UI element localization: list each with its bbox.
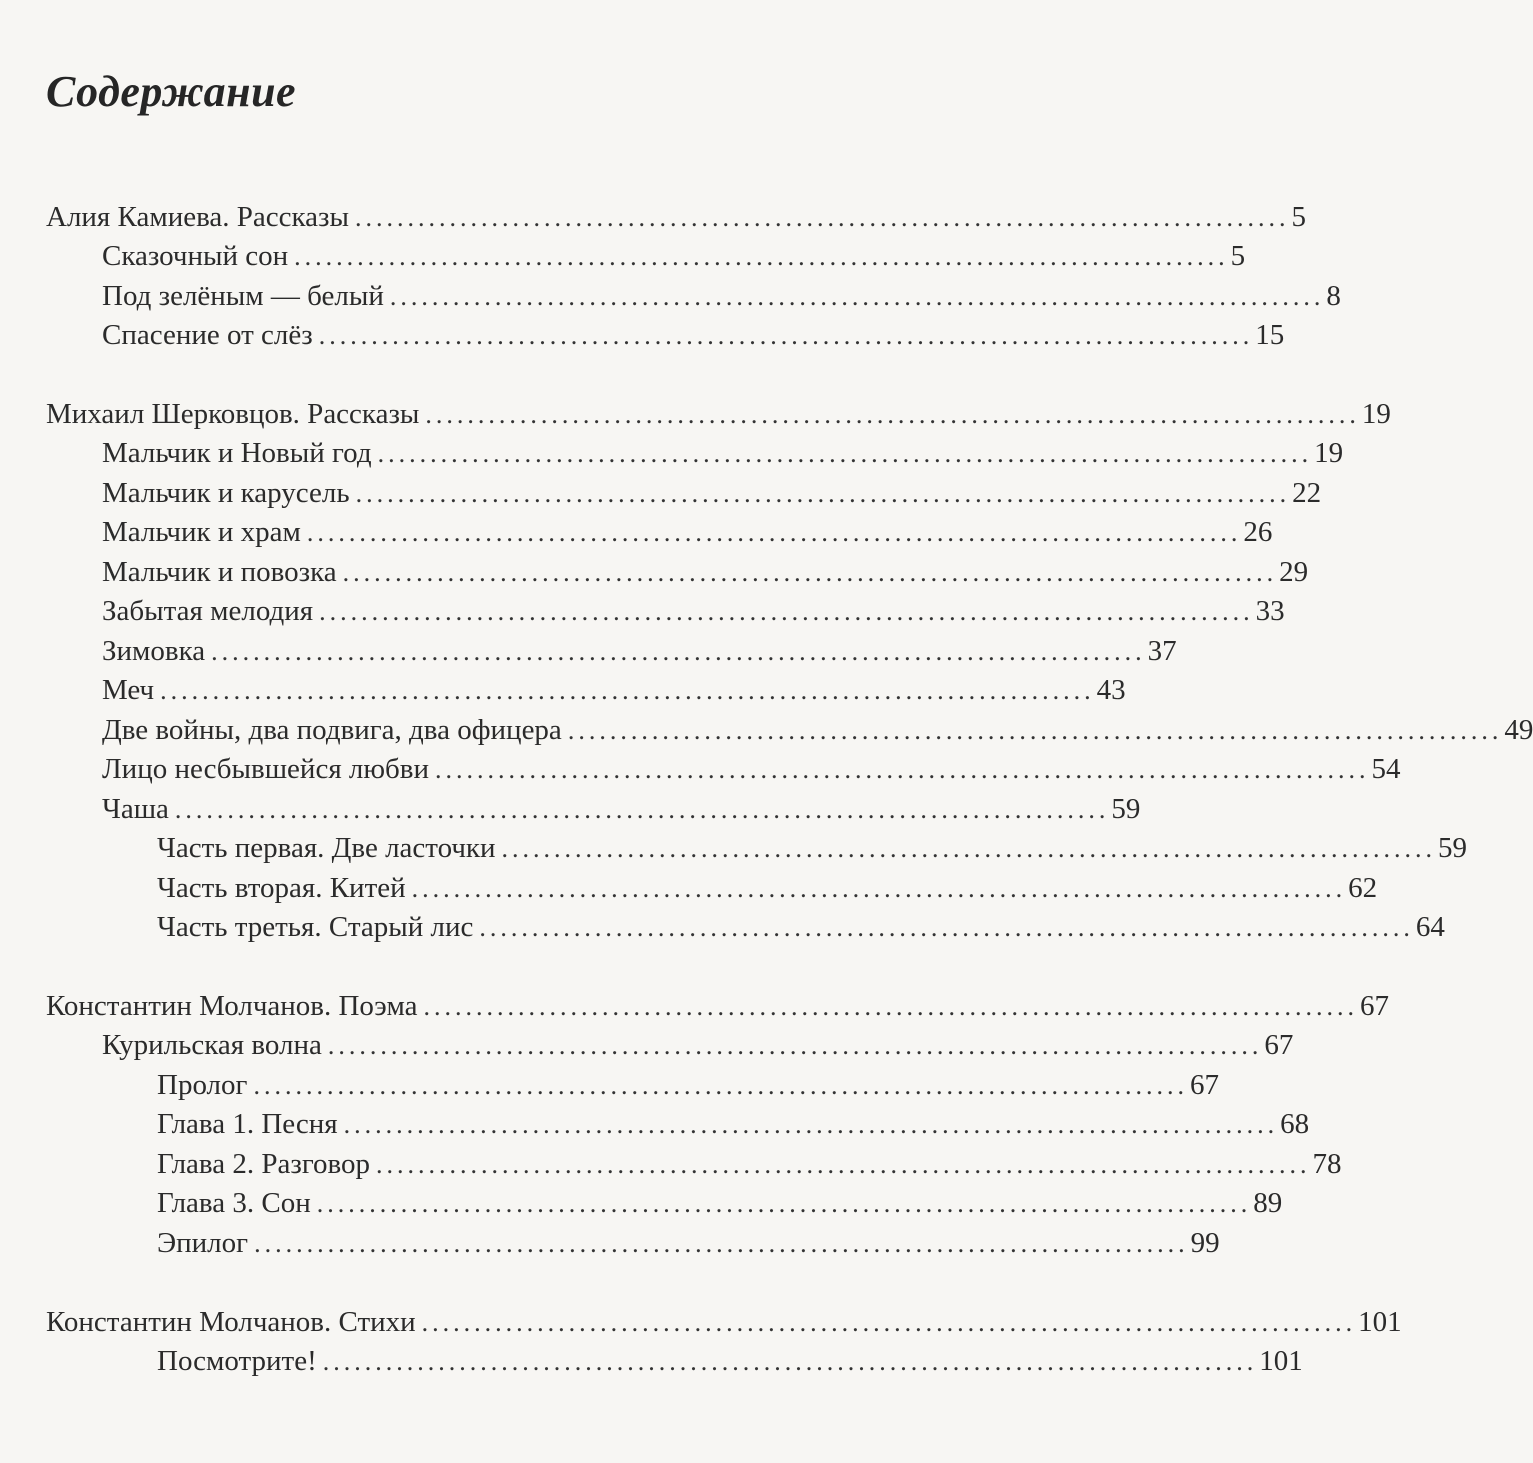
page-title: Содержание [46, 67, 297, 116]
leader-dots: ......................................................................................... [174, 795, 1110, 824]
toc-entry [157, 909, 1445, 946]
leader-dots: ......................................................................................... [355, 479, 1291, 508]
leader-dots: ......................................................................................... [343, 1110, 1279, 1139]
leader-dots: ......................................................................................... [316, 1189, 1252, 1218]
toc-entry-page: 54 [1371, 753, 1401, 785]
toc-entry-page: 8 [1326, 280, 1341, 312]
toc-entry-page: 19 [1314, 437, 1344, 469]
leader-dots: ......................................................................................... [211, 637, 1146, 666]
toc-entry-title: Две войны, два подвига, два офицера [102, 714, 562, 746]
toc-entry [46, 199, 1306, 236]
leader-dots: ......................................................................................... [306, 518, 1242, 547]
toc-entry-page: 101 [1358, 1306, 1402, 1338]
leader-dots: ......................................................................................... [160, 676, 1095, 705]
toc-entry [46, 988, 1390, 1025]
toc-entry [157, 1146, 1342, 1183]
leader-dots: ......................................................................................... [355, 203, 1290, 232]
toc-entry-page: 33 [1255, 595, 1285, 627]
toc-entry-title: Глава 2. Разговор [157, 1148, 370, 1180]
toc-entry [102, 475, 1322, 512]
toc-entry-title: Мальчик и повозка [102, 556, 337, 588]
toc-entry [102, 514, 1273, 551]
toc-entry-title: Мальчик и карусель [102, 477, 350, 509]
toc-entry-page: 67 [1360, 990, 1390, 1022]
toc-entry-title: Зимовка [102, 635, 206, 667]
toc-entry-page: 5 [1291, 201, 1306, 233]
toc-entry-page: 68 [1280, 1108, 1310, 1140]
toc-entry [157, 1067, 1219, 1104]
toc-entry-page: 67 [1189, 1069, 1219, 1101]
leader-dots: ......................................................................................... [253, 1071, 1188, 1100]
toc-entry-title: Константин Молчанов. Поэма [46, 990, 418, 1022]
leader-dots: ......................................................................................... [425, 400, 1360, 429]
toc-entry-page: 59 [1111, 793, 1141, 825]
toc-entry-page: 29 [1279, 556, 1309, 588]
toc-entry [102, 278, 1341, 315]
toc-entry-page: 101 [1259, 1345, 1303, 1377]
toc-entry-title: Алия Камиева. Рассказы [46, 201, 349, 233]
toc-entry-title: Михаил Шерковцов. Рассказы [46, 398, 420, 430]
toc-entry-title: Глава 1. Песня [157, 1108, 338, 1140]
toc-entry-title: Пролог [157, 1069, 248, 1101]
leader-dots: ......................................................................................... [479, 913, 1414, 942]
toc-entry-title: Часть третья. Старый лис [157, 911, 474, 943]
toc-entry [157, 830, 1468, 867]
leader-dots: ......................................................................................... [501, 834, 1437, 863]
toc-entry-page: 62 [1348, 872, 1378, 904]
toc-entry [102, 791, 1141, 828]
leader-dots: ......................................................................................... [322, 1347, 1258, 1376]
toc-entry-title: Меч [102, 674, 155, 706]
toc-entry-page: 67 [1264, 1029, 1294, 1061]
toc-entry-page: 26 [1243, 516, 1273, 548]
toc-entry [102, 633, 1177, 670]
toc-entry-title: Мальчик и храм [102, 516, 301, 548]
toc-entry-page: 89 [1253, 1187, 1283, 1219]
leader-dots: ......................................................................................... [294, 242, 1229, 271]
toc-entry-title: Часть вторая. Китей [157, 872, 406, 904]
toc-entry-title: Под зелёным — белый [102, 280, 384, 312]
toc-entry [157, 1106, 1310, 1143]
leader-dots: ......................................................................................... [318, 321, 1254, 350]
toc-entry [157, 870, 1378, 907]
toc-entry-page: 43 [1096, 674, 1126, 706]
leader-dots: ......................................................................................... [421, 1308, 1357, 1337]
toc-entry-title: Лицо несбывшейся любви [102, 753, 430, 785]
toc-entry-page: 99 [1190, 1227, 1220, 1259]
leader-dots: ......................................................................................... [435, 755, 1370, 784]
toc-entry [102, 1027, 1294, 1064]
leader-dots: ......................................................................................... [377, 439, 1313, 468]
toc-entry-page: 64 [1415, 911, 1445, 943]
toc-entry-title: Мальчик и Новый год [102, 437, 372, 469]
toc-entry-page: 15 [1255, 319, 1285, 351]
leader-dots: ......................................................................................... [342, 558, 1278, 587]
toc-entry-title: Посмотрите! [157, 1345, 317, 1377]
leader-dots: ......................................................................................... [389, 282, 1325, 311]
toc-entry-title: Курильская волна [102, 1029, 322, 1061]
leader-dots: ......................................................................................... [254, 1229, 1189, 1258]
toc-entry [157, 1225, 1220, 1262]
toc-entry [102, 712, 1533, 749]
toc-entry-title: Спасение от слёз [102, 319, 313, 351]
toc-entry [102, 672, 1126, 709]
toc-entry [102, 238, 1246, 275]
toc-entry-title: Сказочный сон [102, 240, 289, 272]
toc-entry [102, 317, 1285, 354]
toc-entry-page: 19 [1361, 398, 1391, 430]
toc-entry-title: Чаша [102, 793, 169, 825]
toc-entry-page: 78 [1312, 1148, 1342, 1180]
toc-entry-title: Глава 3. Сон [157, 1187, 311, 1219]
leader-dots: ......................................................................................... [567, 716, 1503, 745]
toc-entry-title: Часть первая. Две ласточки [157, 832, 496, 864]
toc-entry [157, 1185, 1283, 1222]
leader-dots: ......................................................................................... [327, 1031, 1263, 1060]
toc-entry-page: 5 [1230, 240, 1246, 272]
leader-dots: ......................................................................................... [423, 992, 1359, 1021]
toc-entry [102, 593, 1285, 630]
toc-entry-page: 59 [1438, 832, 1468, 864]
leader-dots: ......................................................................................... [411, 874, 1347, 903]
toc-entry-title: Забытая мелодия [102, 595, 314, 627]
toc-entry-page: 22 [1292, 477, 1322, 509]
toc-entry-page: 37 [1147, 635, 1177, 667]
toc-entry-title: Константин Молчанов. Стихи [46, 1306, 416, 1338]
leader-dots: ......................................................................................... [319, 597, 1254, 626]
leader-dots: ......................................................................................... [375, 1150, 1311, 1179]
toc-entry [46, 1304, 1402, 1341]
toc-entry [157, 1343, 1303, 1380]
toc-entry-page: 49 [1504, 714, 1533, 746]
toc-entry [102, 435, 1344, 472]
toc-entry [46, 396, 1391, 433]
toc-entry [102, 554, 1309, 591]
toc-entry-title: Эпилог [157, 1227, 249, 1259]
toc-entry [102, 751, 1401, 788]
